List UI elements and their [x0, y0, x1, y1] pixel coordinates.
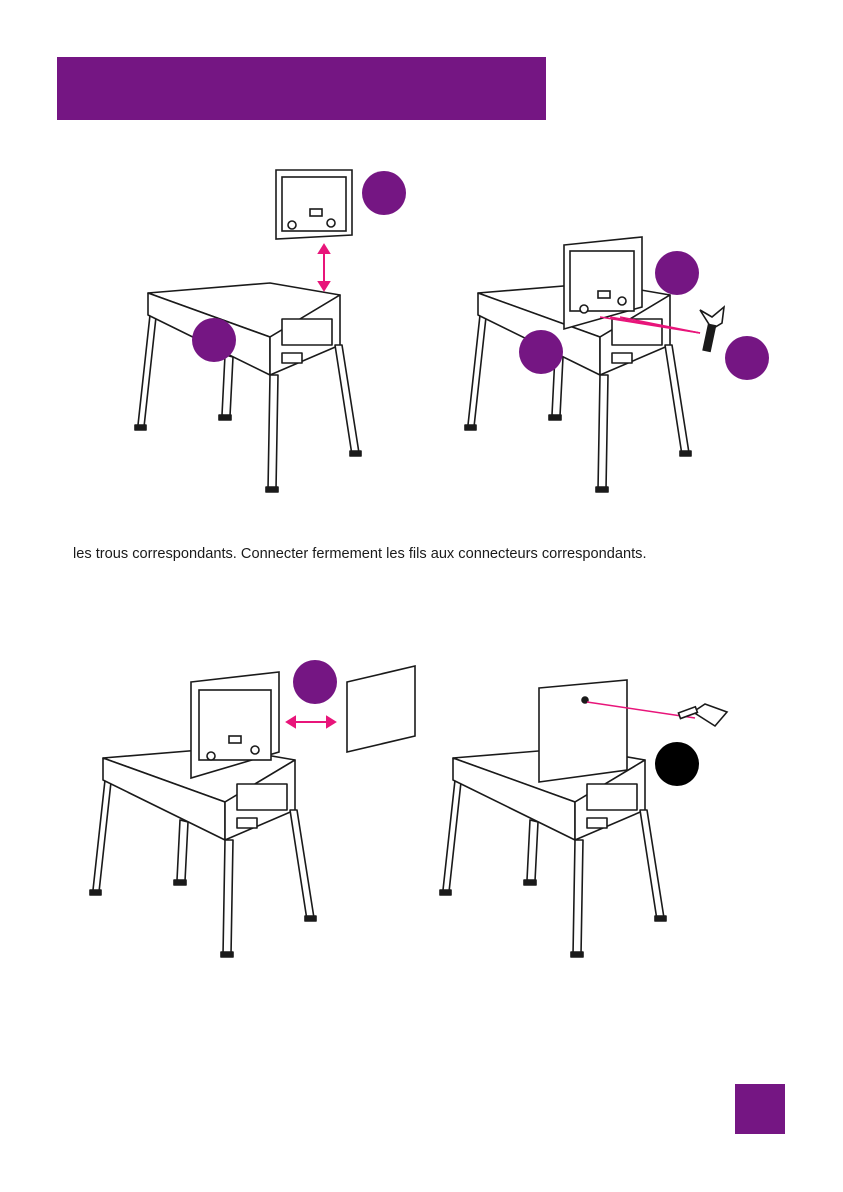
step-marker [293, 660, 337, 704]
section-header-banner [57, 57, 546, 120]
step-marker-black [655, 742, 699, 786]
step-marker [192, 318, 236, 362]
banner-fill [57, 57, 546, 120]
page-number-box [735, 1084, 785, 1134]
instruction-text: les trous correspondants. Connecter fermement les fils aux connecteurs correspondants. [73, 546, 647, 562]
backglass-panel [347, 666, 415, 752]
step-marker [362, 171, 406, 215]
key-icon [678, 704, 727, 726]
figure-step-backglass-insert [85, 660, 435, 960]
wing-bolt-icon [700, 307, 724, 351]
step-marker [519, 330, 563, 374]
double-arrow-icon [319, 245, 329, 290]
figure-step-backbox-bolt [460, 225, 780, 515]
double-arrow-icon [287, 717, 335, 727]
backbox-drawing [276, 170, 352, 239]
step-marker [655, 251, 699, 295]
step-marker [725, 336, 769, 380]
cabinet-drawing [90, 748, 316, 957]
backbox-drawing [539, 680, 627, 782]
figure-step-backbox-lock [435, 660, 755, 960]
cabinet-drawing [135, 283, 361, 492]
figure-step-backbox-lift [130, 165, 420, 505]
